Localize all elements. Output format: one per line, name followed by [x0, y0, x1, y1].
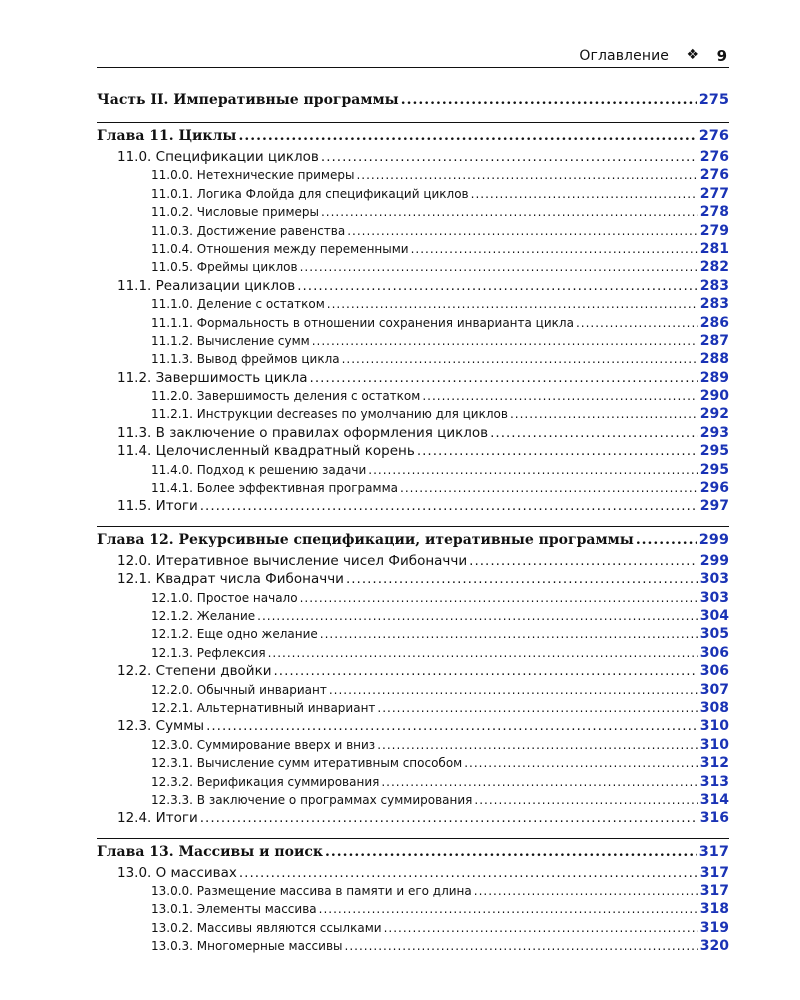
- toc-subsection-entry[interactable]: [97, 791, 729, 809]
- dot-leader: [297, 277, 698, 295]
- toc-entry-title: 12.3. Суммы: [117, 718, 205, 735]
- toc-section-entry[interactable]: [97, 809, 729, 827]
- dot-leader: [257, 607, 698, 625]
- toc-page-link[interactable]: 295: [699, 461, 729, 478]
- toc-subsection-entry[interactable]: [97, 773, 729, 791]
- toc-entry-title: 11.0.5. Фреймы циклов: [151, 260, 298, 275]
- toc-entry-title: 11.1. Реализации циклов: [117, 277, 296, 294]
- toc-chapter-entry[interactable]: [97, 88, 729, 112]
- toc-page-link[interactable]: 317: [698, 843, 729, 860]
- toc-subsection-entry[interactable]: [97, 900, 729, 918]
- dot-leader: [401, 88, 697, 112]
- toc-subsection-entry[interactable]: [97, 754, 729, 772]
- dot-leader: [377, 699, 697, 717]
- toc-chapter-entry[interactable]: [97, 838, 729, 864]
- dot-leader: [411, 240, 698, 258]
- dot-leader: [319, 900, 698, 918]
- toc-page-link[interactable]: 296: [699, 480, 729, 497]
- toc-subsection-entry[interactable]: [97, 644, 729, 662]
- toc-subsection-entry[interactable]: [97, 332, 729, 350]
- toc-entry-title: 11.2. Завершимость цикла: [117, 369, 308, 386]
- dot-leader: [274, 662, 698, 680]
- toc-page-link[interactable]: 275: [698, 92, 729, 108]
- toc-page-link[interactable]: 320: [699, 938, 729, 955]
- dot-leader: [474, 882, 698, 900]
- section-gap: [97, 828, 729, 836]
- toc-entry-title: 11.4.1. Более эффективная программа: [151, 481, 398, 496]
- dot-leader: [206, 717, 698, 735]
- dot-leader: [268, 644, 698, 662]
- dot-leader: [400, 479, 698, 497]
- toc-page-link[interactable]: 310: [699, 718, 729, 735]
- dot-leader: [325, 840, 697, 864]
- dot-leader: [320, 625, 698, 643]
- toc-entry-title: 11.5. Итоги: [117, 498, 198, 515]
- dot-leader: [384, 919, 698, 937]
- toc-entry-title: 12.2. Степени двойки: [117, 663, 272, 680]
- toc-page-link[interactable]: 278: [699, 204, 729, 221]
- dot-leader: [347, 222, 698, 240]
- toc-entry-title: 12.3.0. Суммирование вверх и вниз: [151, 737, 376, 752]
- dot-leader: [345, 937, 698, 955]
- toc-subsection-entry[interactable]: [97, 166, 729, 184]
- toc-page-link[interactable]: 304: [699, 607, 729, 624]
- toc-subsection-entry[interactable]: [97, 736, 729, 754]
- header-title: Оглавление: [579, 48, 669, 64]
- toc-page-link[interactable]: 307: [699, 681, 729, 698]
- toc-entry-title: 11.0. Спецификации циклов: [117, 149, 319, 165]
- toc-subsection-entry[interactable]: [97, 350, 729, 368]
- toc-subsection-entry[interactable]: [97, 699, 729, 717]
- toc-section-entry[interactable]: [97, 570, 729, 588]
- dot-leader: [368, 461, 697, 479]
- toc-entry-title: 13.0.0. Размещение массива в памяти и его длина: [151, 884, 472, 899]
- toc-page-link[interactable]: 293: [699, 424, 729, 441]
- dot-leader: [471, 185, 698, 203]
- dot-leader: [381, 773, 697, 791]
- toc-entry-title: 11.0.3. Достижение равенства: [151, 223, 346, 238]
- toc-page-link[interactable]: 292: [699, 406, 729, 423]
- ornament-icon: ❖: [686, 47, 699, 63]
- toc-entry-title: 12.0. Итеративное вычисление чисел Фибоначчи: [117, 552, 468, 569]
- dot-leader: [417, 442, 698, 460]
- dot-leader: [474, 791, 697, 809]
- toc-page-link[interactable]: 303: [699, 589, 729, 606]
- toc-section-entry[interactable]: [97, 717, 729, 735]
- toc-section-entry[interactable]: [97, 442, 729, 460]
- toc-entry-title: 11.0.1. Логика Флойда для спецификаций циклов: [151, 186, 469, 201]
- toc-entry-title: 12.1. Квадрат числа Фибоначчи: [117, 571, 344, 588]
- toc-subsection-entry[interactable]: [97, 203, 729, 221]
- toc-page-link[interactable]: 299: [698, 531, 729, 548]
- toc-page-link[interactable]: 283: [699, 296, 729, 313]
- toc-page-link[interactable]: 276: [699, 149, 729, 165]
- toc-page-link[interactable]: 319: [699, 919, 729, 936]
- toc-entry-title: 11.1.0. Деление с остатком: [151, 297, 325, 312]
- dot-leader: [312, 332, 698, 350]
- toc-subsection-entry[interactable]: [97, 479, 729, 497]
- toc-page-link[interactable]: 316: [699, 810, 729, 827]
- toc-entry-title: 11.0.2. Числовые примеры: [151, 205, 319, 220]
- toc-subsection-entry[interactable]: [97, 589, 729, 607]
- dot-leader: [356, 166, 697, 184]
- toc-page-link[interactable]: 279: [699, 222, 729, 239]
- toc-page-link[interactable]: 287: [699, 332, 729, 349]
- toc-section-entry[interactable]: [97, 424, 729, 442]
- toc-page-link[interactable]: 286: [699, 314, 729, 331]
- toc-subsection-entry[interactable]: [97, 185, 729, 203]
- toc-page-link[interactable]: 289: [699, 369, 729, 386]
- dot-leader: [321, 148, 698, 166]
- table-of-contents: [97, 88, 729, 956]
- toc-entry-title: 12.3.1. Вычисление сумм итеративным способом: [151, 756, 463, 771]
- dot-leader: [238, 124, 696, 148]
- dot-leader: [377, 736, 698, 754]
- section-gap: [97, 516, 729, 524]
- dot-leader: [321, 203, 698, 221]
- toc-entry-title: 12.1.3. Рефлексия: [151, 645, 266, 660]
- toc-subsection-entry[interactable]: [97, 461, 729, 479]
- toc-page-link[interactable]: 313: [699, 773, 729, 790]
- toc-section-entry[interactable]: [97, 369, 729, 387]
- dot-leader: [239, 864, 698, 882]
- toc-entry-title: 11.4.0. Подход к решению задачи: [151, 462, 367, 477]
- dot-leader: [300, 258, 698, 276]
- toc-page-link[interactable]: 308: [699, 699, 729, 716]
- toc-section-entry[interactable]: [97, 148, 729, 166]
- dot-leader: [636, 528, 697, 552]
- toc-page-link[interactable]: 317: [699, 883, 729, 900]
- toc-page-link[interactable]: 318: [699, 901, 729, 918]
- dot-leader: [342, 350, 698, 368]
- toc-page-link[interactable]: 283: [699, 277, 729, 294]
- toc-page-link[interactable]: 277: [699, 185, 729, 202]
- toc-subsection-entry[interactable]: [97, 937, 729, 955]
- toc-subsection-entry[interactable]: [97, 295, 729, 313]
- toc-section-entry[interactable]: [97, 497, 729, 515]
- toc-page-link[interactable]: 299: [699, 552, 729, 569]
- toc-entry-title: 12.1.0. Простое начало: [151, 590, 298, 605]
- toc-entry-title: 11.2.0. Завершимость деления с остатком: [151, 389, 421, 404]
- toc-page-link[interactable]: 312: [699, 755, 729, 772]
- toc-subsection-entry[interactable]: [97, 882, 729, 900]
- dot-leader: [300, 589, 698, 607]
- toc-page-link[interactable]: 276: [698, 128, 729, 144]
- toc-entry-title: 11.1.2. Вычисление сумм: [151, 333, 310, 348]
- toc-page-link[interactable]: 310: [699, 736, 729, 753]
- toc-page-link[interactable]: 305: [699, 626, 729, 643]
- toc-entry-title: 12.2.0. Обычный инвариант: [151, 682, 327, 697]
- toc-section-entry[interactable]: [97, 552, 729, 570]
- toc-page-link[interactable]: 282: [699, 259, 729, 276]
- toc-entry-title: Глава 11. Циклы: [97, 128, 237, 144]
- toc-entry-title: 11.3. В заключение о правилах оформления циклов: [117, 424, 489, 441]
- toc-entry-title: 12.1.2. Еще одно желание: [151, 627, 318, 642]
- toc-entry-title: 11.2.1. Инструкции decreases по умолчанию для циклов: [151, 407, 508, 422]
- toc-section-entry[interactable]: [97, 662, 729, 680]
- toc-page-link[interactable]: 306: [699, 663, 729, 680]
- toc-entry-title: 13.0.1. Элементы массива: [151, 902, 317, 917]
- toc-subsection-entry[interactable]: [97, 314, 729, 332]
- toc-page-link[interactable]: 295: [699, 443, 729, 460]
- dot-leader: [327, 295, 698, 313]
- toc-page-link[interactable]: 276: [699, 167, 729, 184]
- dot-leader: [490, 424, 698, 442]
- toc-entry-title: 11.0.0. Нетехнические примеры: [151, 168, 355, 183]
- toc-chapter-entry[interactable]: [97, 526, 729, 552]
- dot-leader: [329, 681, 698, 699]
- toc-chapter-entry[interactable]: [97, 122, 729, 148]
- dot-leader: [200, 809, 698, 827]
- toc-page-link[interactable]: 317: [699, 864, 729, 881]
- section-gap: [97, 112, 729, 120]
- toc-subsection-entry[interactable]: [97, 919, 729, 937]
- toc-entry-title: 13.0. О массивах: [117, 864, 237, 881]
- toc-subsection-entry[interactable]: [97, 240, 729, 258]
- dot-leader: [510, 405, 698, 423]
- toc-entry-title: 11.1.1. Формальность в отношении сохранения инварианта цикла: [151, 315, 574, 330]
- dot-leader: [200, 497, 698, 515]
- toc-section-entry[interactable]: [97, 864, 729, 882]
- toc-entry-title: 12.4. Итоги: [117, 810, 198, 827]
- toc-page-link[interactable]: 281: [699, 240, 729, 257]
- toc-page-link[interactable]: 290: [699, 388, 729, 405]
- toc-entry-title: 11.1.3. Вывод фреймов цикла: [151, 352, 340, 367]
- toc-page-link[interactable]: 288: [699, 351, 729, 368]
- dot-leader: [346, 570, 698, 588]
- running-header: [97, 45, 729, 68]
- toc-entry-title: 11.4. Целочисленный квадратный корень: [117, 443, 415, 460]
- toc-subsection-entry[interactable]: [97, 681, 729, 699]
- toc-subsection-entry[interactable]: [97, 387, 729, 405]
- toc-subsection-entry[interactable]: [97, 222, 729, 240]
- toc-entry-title: Глава 13. Массивы и поиск: [97, 843, 324, 860]
- dot-leader: [422, 387, 697, 405]
- toc-page-link[interactable]: 303: [699, 571, 729, 588]
- toc-entry-title: 13.0.3. Многомерные массивы: [151, 939, 343, 954]
- toc-entry-title: 11.0.4. Отношения между переменными: [151, 241, 409, 256]
- toc-subsection-entry[interactable]: [97, 625, 729, 643]
- toc-page-link[interactable]: 314: [699, 791, 729, 808]
- toc-page-link[interactable]: 306: [699, 644, 729, 661]
- toc-subsection-entry[interactable]: [97, 405, 729, 423]
- toc-section-entry[interactable]: [97, 277, 729, 295]
- toc-page-link[interactable]: 297: [699, 498, 729, 515]
- toc-entry-title: 13.0.2. Массивы являются ссылками: [151, 920, 382, 935]
- dot-leader: [576, 314, 698, 332]
- dot-leader: [464, 754, 698, 772]
- toc-entry-title: 12.3.3. В заключение о программах суммирования: [151, 792, 473, 807]
- toc-subsection-entry[interactable]: [97, 258, 729, 276]
- toc-subsection-entry[interactable]: [97, 607, 729, 625]
- toc-entry-title: Часть II. Императивные программы: [97, 92, 399, 108]
- dot-leader: [469, 552, 698, 570]
- toc-entry-title: 12.2.1. Альтернативный инвариант: [151, 700, 376, 715]
- toc-entry-title: 12.3.2. Верификация суммирования: [151, 774, 380, 789]
- page-number: 9: [716, 47, 727, 65]
- toc-entry-title: Глава 12. Рекурсивные спецификации, итеративные программы: [97, 531, 634, 548]
- toc-entry-title: 12.1.2. Желание: [151, 608, 256, 623]
- dot-leader: [310, 369, 698, 387]
